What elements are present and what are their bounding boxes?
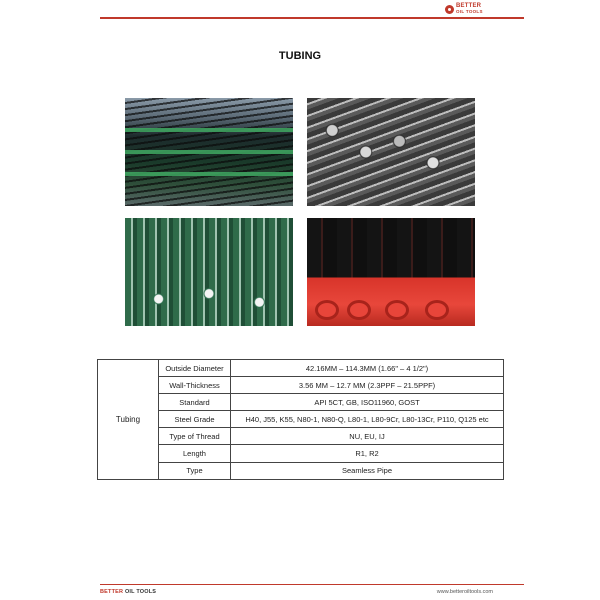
table-row — [98, 360, 504, 377]
footer-brand-dark: OIL TOOLS — [124, 589, 157, 595]
spec-table — [97, 359, 504, 480]
table-row — [98, 411, 504, 428]
spec-value: R1, R2 — [231, 445, 504, 462]
photo-tubing-green-protectors — [125, 218, 293, 326]
spec-value: NU, EU, IJ — [231, 428, 504, 445]
spec-category: Tubing — [98, 360, 159, 480]
table-row — [98, 462, 504, 479]
spec-value: H40, J55, K55, N80-1, N80-Q, L80-1, L80-9Cr, L80-13Cr, P110, Q125 etc — [231, 411, 504, 428]
table-row — [98, 394, 504, 411]
spec-value: API 5CT, GB, ISO11960, GOST — [231, 394, 504, 411]
spec-label: Standard — [159, 394, 231, 411]
table-row — [98, 445, 504, 462]
table-row — [98, 428, 504, 445]
spec-label: Steel Grade — [159, 411, 231, 428]
spec-label: Outside Diameter — [159, 360, 231, 377]
photo-tubing-bundle-ends — [307, 98, 475, 206]
spec-value: Seamless Pipe — [231, 462, 504, 479]
spec-label: Length — [159, 445, 231, 462]
footer-rule — [100, 584, 524, 585]
table-row — [98, 377, 504, 394]
spec-label: Type — [159, 462, 231, 479]
brand-logo — [445, 3, 483, 15]
page-title: TUBING — [278, 50, 322, 62]
spec-label: Wall-Thickness — [159, 377, 231, 394]
footer-brand — [100, 589, 156, 595]
spec-value: 42.16MM – 114.3MM (1.66" – 4 1/2") — [231, 360, 504, 377]
footer-brand-red: BETTER — [100, 589, 124, 595]
photo-tubing-red-couplings — [307, 218, 475, 326]
logo-line2: OIL TOOLS — [456, 9, 483, 14]
spec-value: 3.56 MM – 12.7 MM (2.3PPF – 21.5PPF) — [231, 377, 504, 394]
footer-url-link[interactable]: www.betteroiltools.com — [436, 589, 493, 595]
logo-mark-icon — [445, 5, 454, 14]
logo-line1: BETTER — [456, 3, 482, 9]
header-rule — [100, 17, 524, 19]
spec-label: Type of Thread — [159, 428, 231, 445]
photo-tubing-stack-green-bands — [125, 98, 293, 206]
